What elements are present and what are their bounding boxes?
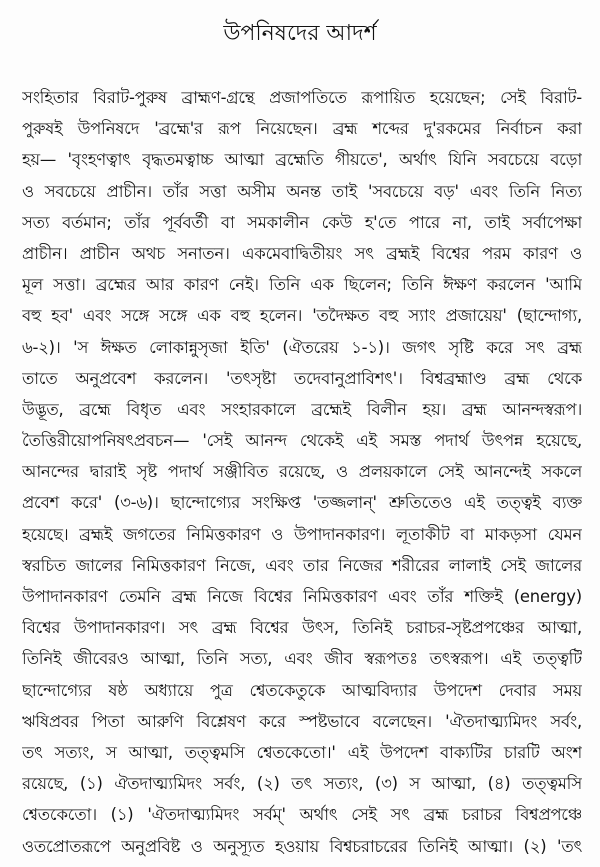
text-line: রয়েছে, (১) ঐতদাত্ম্যমিদং সর্বং, (২) তৎ সত্যং, (৩) স আত্মা, (৪) তত্ত্বমসি (22, 774, 582, 794)
text-line: তৎ সত্যং, স আত্মা, তত্ত্বমসি শ্বেতকেতো।' এই উপদেশ বাক্যটির চারটি অংশ (22, 742, 582, 762)
text-line: প্রাচীন। প্রাচীন অথচ সনাতন। একমেবাদ্বিতীয়ং সৎ ব্রহ্মই বিশ্বের পরম কারণ ও (22, 243, 582, 263)
text-line: পুরুষই উপনিষদে 'ব্রহ্মে'র রূপ নিয়েছেন। ব্রহ্ম শব্দের দু'রকমের নির্বাচন করা (22, 119, 582, 139)
text-line: আনন্দের দ্বারাই সৃষ্ট পদার্থ সঞ্জীবিত রয়েছে, ও প্রলয়কালে সেই আনন্দেই সকলে (22, 462, 582, 482)
text-line: হয়— 'বৃংহণত্বাৎ বৃদ্ধতমত্বাচ্চ আত্মা ব্রহ্মেতি গীয়তে', অর্থাৎ যিনি সবচেয়ে বড়ো (22, 150, 582, 170)
text-line: ছান্দোগ্যের ষষ্ঠ অধ্যায়ে পুত্র শ্বেতকেতুকে আত্মবিদ্যার উপদেশ দেবার সময় (22, 680, 582, 700)
text-line: সত্য বর্তমান; তাঁর পূর্ববর্তী বা সমকালীন কেউ হ'তে পারে না, তাই সর্বাপেক্ষা (22, 212, 582, 232)
text-line: তৈত্তিরীয়োপনিষৎপ্রবচন— 'সেই আনন্দ থেকেই এই সমস্ত পদার্থ উৎপন্ন হয়েছে, (22, 431, 582, 451)
chapter-title: উপনিষদের আদর্শ (223, 21, 377, 46)
text-line: সংহিতার বিরাট-পুরুষ ব্রাহ্মণ-গ্রন্থে প্রজাপতিতে রূপায়িত হয়েছেন; সেই বিরাট- (22, 88, 582, 107)
text-line: ঋষিপ্রবর পিতা আরুণি বিশ্লেষণ করে স্পষ্টভাবে বলেছেন। 'ঐতদাত্ম্যমিদং সর্বং, (22, 711, 582, 731)
body-paragraph (22, 82, 582, 862)
text-line: তাতে অনুপ্রবেশ করলেন। 'তৎসৃষ্টা তদেবানুপ্রাবিশৎ'। বিশ্বব্রহ্মাণ্ড ব্রহ্ম থেকে (22, 368, 582, 388)
text-line: তিনিই জীবেরও আত্মা, তিনি সত্য, এবং জীব স্বরূপতঃ তৎস্বরূপ। এই তত্ত্বটি (22, 649, 582, 669)
text-line: বহু হব' এবং সঙ্গে সঙ্গে এক বহু হলেন। 'তদৈক্ষত বহু স্যাং প্রজায়েয়' (ছান্দোগ্য, (22, 306, 582, 326)
text-line: ৬-২)। 'স ঈক্ষত লোকান্নুসৃজা ইতি' (ঐতরেয় ১-১)। জগৎ সৃষ্টি করে সৎ ব্রহ্ম (22, 337, 582, 357)
text-line: হয়েছে। ব্রহ্মই জগতের নিমিত্তকারণ ও উপাদানকারণ। লূতাকীট বা মাকড়সা যেমন (22, 524, 582, 544)
text-line: স্বরচিত জালের নিমিত্তকারণ নিজে, এবং তার নিজের শরীরের লালাই সেই জালের (22, 555, 582, 575)
text-line: ও সবচেয়ে প্রাচীন। তাঁর সত্তা অসীম অনন্ত তাই 'সবচেয়ে বড়' এবং তিনি নিত্য (22, 181, 582, 201)
text-line: উপাদানকারণ তেমনি ব্রহ্ম নিজে বিশ্বের নিমিত্তকারণ এবং তাঁর শক্তিই (energy) (22, 587, 582, 606)
text-line: মূল সত্তা। ব্রহ্মের আর কারণ নেই। তিনি এক ছিলেন; তিনি ঈক্ষণ করলেন 'আমি (22, 275, 582, 295)
text-line: শ্বেতকেতো। (১) 'ঐতদাত্ম্যমিদং সর্বম্' অর্থাৎ সেই সৎ ব্রহ্ম চরাচর বিশ্বপ্রপঞ্চে (22, 805, 582, 825)
text-line: ওতপ্রোতরূপে অনুপ্রবিষ্ট ও অনুস্যূত হওয়ায় বিশ্বচরাচরের তিনিই আত্মা। (২) 'তৎ (22, 836, 582, 856)
text-line: প্রবেশ করে' (৩-৬)। ছান্দোগ্যের সংক্ষিপ্ত 'তজ্জলান্' শ্রুতিতেও এই তত্ত্বই ব্যক্ত (22, 493, 582, 513)
text-line: বিশ্বের উপাদানকারণ। সৎ ব্রহ্ম বিশ্বের উৎস, তিনিই চরাচর-সৃষ্টপ্রপঞ্চের আত্মা, (22, 618, 582, 638)
text-line: উদ্ভূত, ব্রহ্মে বিধৃত এবং সংহারকালে ব্রহ্মেই বিলীন হয়। ব্রহ্ম আনন্দস্বরূপ। (22, 399, 582, 419)
